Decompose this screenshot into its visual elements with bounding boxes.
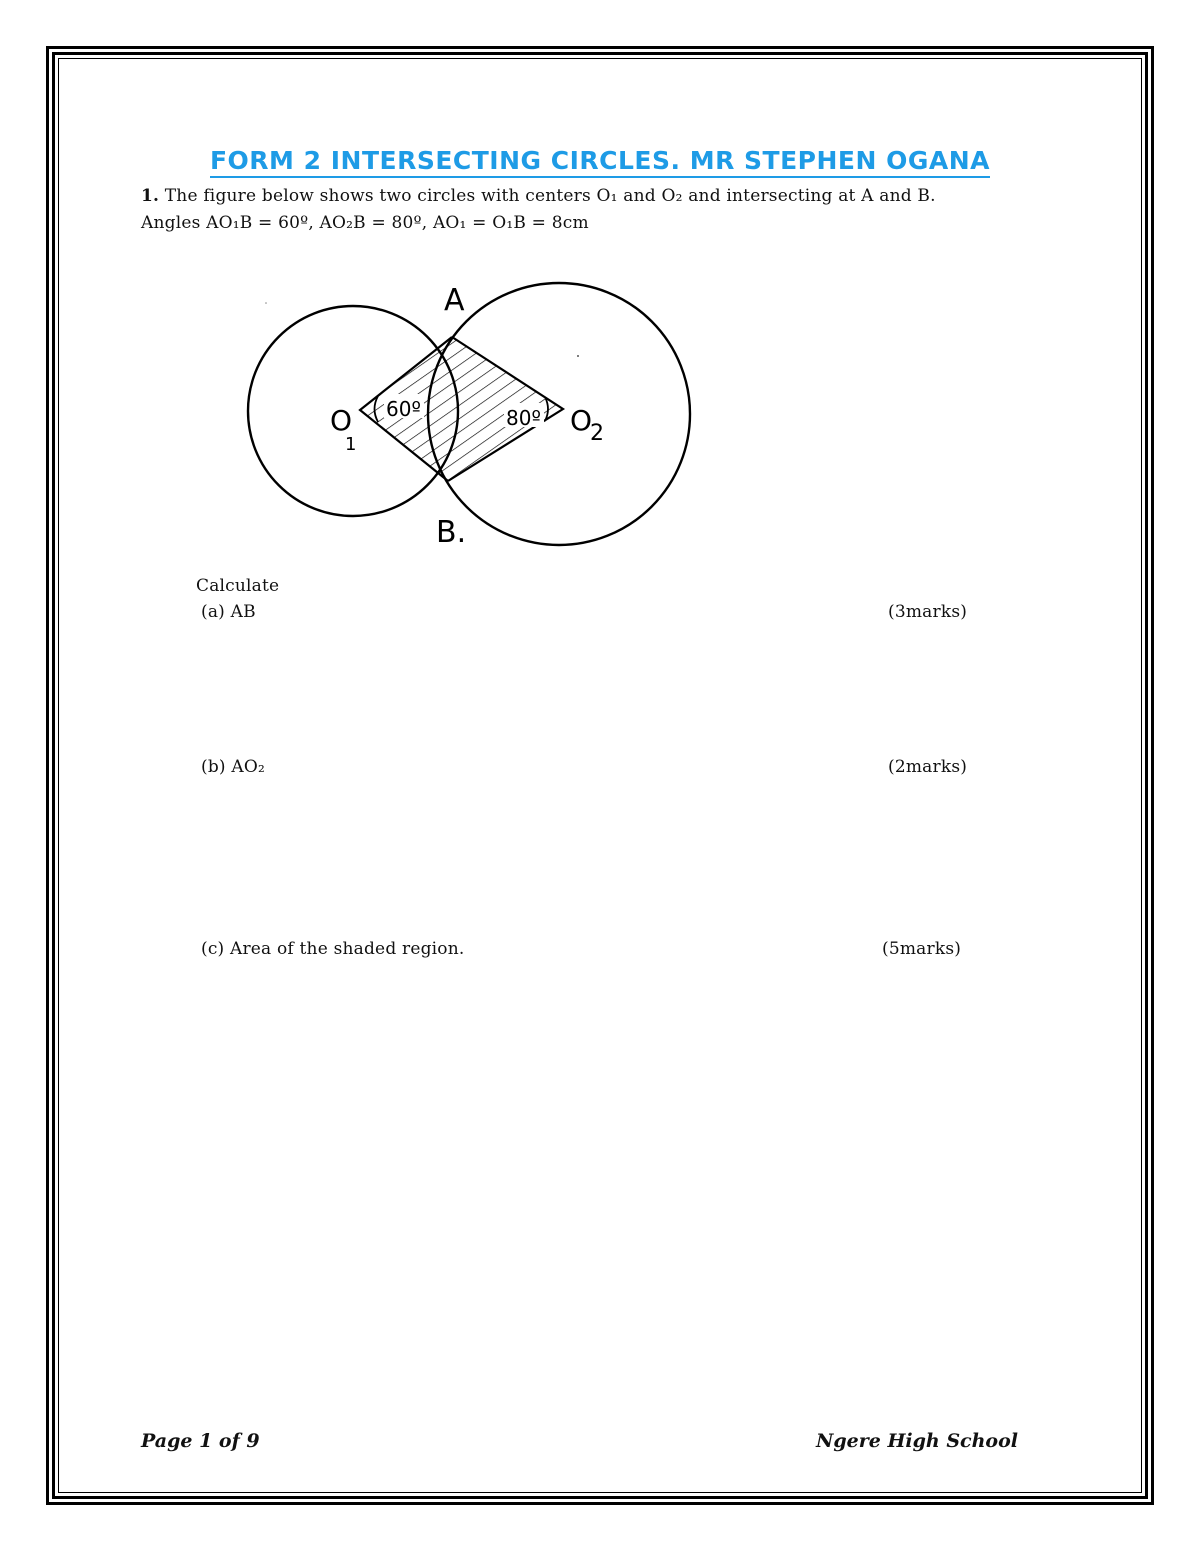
footer-page-number: Page 1 of 9	[141, 1430, 260, 1452]
part-b-marks: (2marks)	[888, 757, 968, 777]
part-c-marks: (5marks)	[882, 939, 962, 959]
question-number: 1.	[141, 186, 160, 206]
question-line-2	[141, 213, 589, 233]
label-o2: O	[570, 404, 593, 437]
label-b: B.	[436, 515, 467, 550]
label-o1-subscript: 1	[345, 434, 357, 455]
angle-label-o1: 60º	[386, 397, 421, 421]
label-o2-subscript: 2	[590, 421, 604, 446]
question-text-line-1: The figure below shows two circles with centers O₁ and O₂ and intersecting at A and B.	[164, 186, 936, 206]
part-a-label: (a) AB	[201, 602, 256, 622]
stray-dot	[265, 302, 267, 304]
question-text-line-2: Angles AO₁B = 60º, AO₂B = 80º, AO₁ = O₁B = 8cm	[141, 213, 589, 233]
part-a-marks: (3marks)	[888, 602, 968, 622]
angle-label-o2: 80º	[506, 406, 541, 430]
page-title-text: FORM 2 INTERSECTING CIRCLES. MR STEPHEN OGANA	[210, 146, 990, 178]
intersecting-circles-figure	[230, 270, 710, 560]
page-title	[0, 146, 1200, 175]
stray-dot	[577, 355, 579, 357]
part-b-label: (b) AO₂	[201, 757, 265, 777]
part-c-label: (c) Area of the shaded region.	[201, 939, 465, 959]
footer-school-name: Ngere High School	[815, 1430, 1018, 1452]
label-a: A	[444, 283, 465, 318]
calculate-label: Calculate	[196, 576, 280, 596]
label-o1: O	[330, 404, 353, 437]
question-line-1	[141, 186, 936, 206]
